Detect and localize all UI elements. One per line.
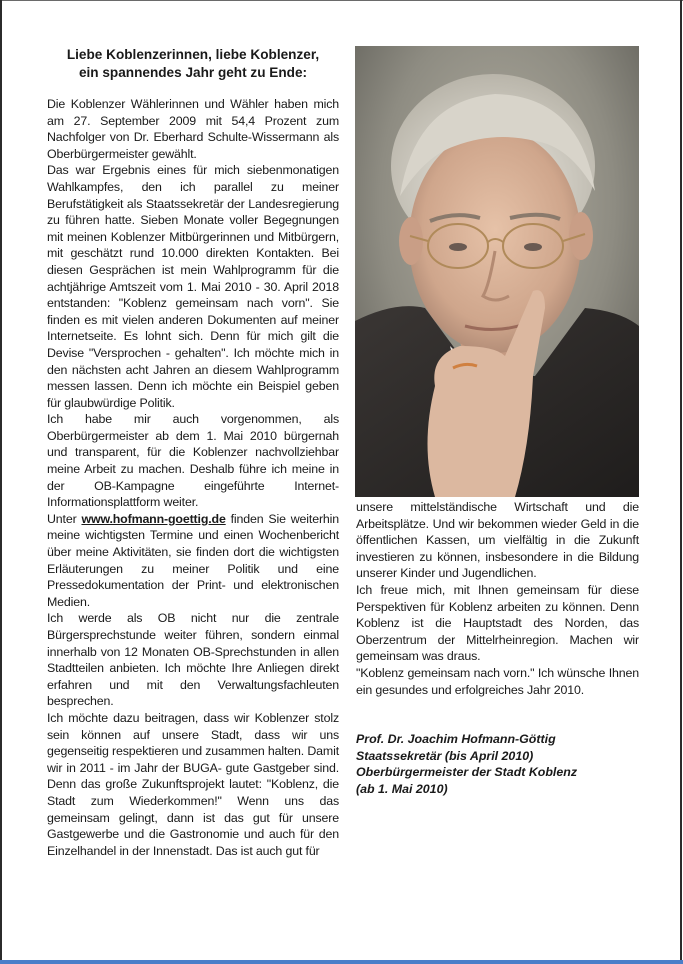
heading-line-1: Liebe Koblenzerinnen, liebe Koblenzer, bbox=[66, 47, 320, 62]
paragraph-buga: Ich möchte dazu beitragen, dass wir Koblenzer stolz sein können auf unsere Stadt, dass wir uns gegenseitig respektieren und zusammen halten. Damit wir in 2011 - im Jahr der BUGA- gute Gastgeber sind. Denn das große Zukunftsprojekt lautet: "Koblenz, die Stadt zum Wiederkommen!" Wenn uns das gemeinsam gelingt, dann ist das gut für unsere Gastgewerbe und die Gastronomie und auch für den Einzelhandel in der Innenstadt. Das ist auch gut für bbox=[47, 710, 339, 858]
paragraph-office-hours: Ich werde als OB nicht nur die zentrale Bürgersprechstunde weiter führen, sondern einmal innerhalb von 12 Monaten OB-Sprechstunden in allen Stadtteilen anbieten. Ich möchte Ihre Anliegen direkt erfahren und mit den Verwaltungsfachleuten besprechen. bbox=[47, 611, 339, 709]
signature-role-1: Staatssekretär (bis April 2010) bbox=[356, 748, 534, 763]
portrait-photo bbox=[355, 46, 639, 497]
signature-role-2: Oberbürgermeister der Stadt Koblenz bbox=[356, 765, 578, 780]
paragraph-website bbox=[47, 511, 339, 611]
paragraph-perspectives: Ich freue mich, mit Ihnen gemeinsam für diese Perspektiven für Koblenz arbeiten zu können. Denn Koblenz ist die Hauptstadt des Norden, das Oberzentrum der Mittelrheinregion. Machen wir gemeinsam was draus. bbox=[356, 582, 639, 664]
left-column bbox=[47, 96, 339, 859]
paragraph-transparency: Ich habe mir auch vorgenommen, als Oberbürgermeister ab dem 1. Mai 2010 bürgernah und transparent, für die Koblenzer nachvollziehbar meine Arbeit zu machen. Deshalb führe ich meine in der OB-Kampagne eingeführte Internet-Informationsplattform weiter. bbox=[47, 412, 339, 510]
signature-role-2-note: (ab 1. Mai 2010) bbox=[356, 781, 448, 796]
signature-block bbox=[356, 731, 639, 797]
signature-name: Prof. Dr. Joachim Hofmann-Göttig bbox=[356, 732, 556, 746]
face-shape bbox=[409, 129, 581, 353]
letter-heading bbox=[40, 46, 346, 82]
page-border-left bbox=[0, 0, 2, 960]
portrait-illustration bbox=[355, 46, 639, 497]
website-suffix: finden Sie weiterhin meine wichtigsten Termine und einen Wochenbericht über meine Aktivitäten, sie finden dort die wichtigsten Erläuterungen zu meiner Politik und eine Pressedokumentation der Print- und elektronischen Medien. bbox=[47, 511, 339, 609]
paragraph-campaign: Das war Ergebnis eines für mich siebenmonatigen Wahlkampfes, den ich parallel zu meiner Berufstätigkeit als Staatssekretär der Landesregierung zu führen hatte. Sieben Monate voller Begegnungen mit meinen Koblenzer Mitbürgerinnen und Mitbürgern, mit geschätzt rund 10.000 direkten Kontakten. Bei diesen Gesprächen ist mein Wahlprogramm für die achtjährige Amtszeit vom 1. Mai 2010 - 30. April 2018 entstanden: "Koblenz gemeinsam nach vorn". Sie finden es mit vielen anderen Dokumenten auf meiner Internetseite. Es lohnt sich. Denn für mich gilt die Devise "Versprochen - gehalten". Ich möchte mich in den nächsten acht Jahren an diesem Wahlprogramm messen lassen. Denn ich möchte ein Beispiel geben für glaubwürdige Politik. bbox=[47, 163, 339, 410]
website-prefix: Unter bbox=[47, 511, 82, 526]
heading-line-2: ein spannendes Jahr geht zu Ende: bbox=[78, 65, 308, 80]
page-border-top bbox=[0, 0, 683, 1]
paragraph-wishes: "Koblenz gemeinsam nach vorn." Ich wünsche Ihnen ein gesundes und erfolgreiches Jahr 2010. bbox=[356, 665, 639, 697]
page-border-right bbox=[680, 0, 682, 960]
right-column bbox=[356, 499, 639, 698]
website-link[interactable]: www.hofmann-goettig.de bbox=[81, 511, 226, 526]
paragraph-economy: unsere mittelständische Wirtschaft und die Arbeitsplätze. Und wir bekommen wieder Geld in die öffentlichen Kassen, um vielfältig in die Zukunft investieren zu können, insbesondere in die Bildung unserer Kinder und Jugendlichen. bbox=[356, 500, 639, 581]
page-bottom-rule bbox=[0, 960, 683, 964]
paragraph-election: Die Koblenzer Wählerinnen und Wähler haben mich am 27. September 2009 mit 54,4 Prozent zum Nachfolger von Dr. Eberhard Schulte-Wissermann als Oberbürgermeister gewählt. bbox=[47, 97, 339, 161]
